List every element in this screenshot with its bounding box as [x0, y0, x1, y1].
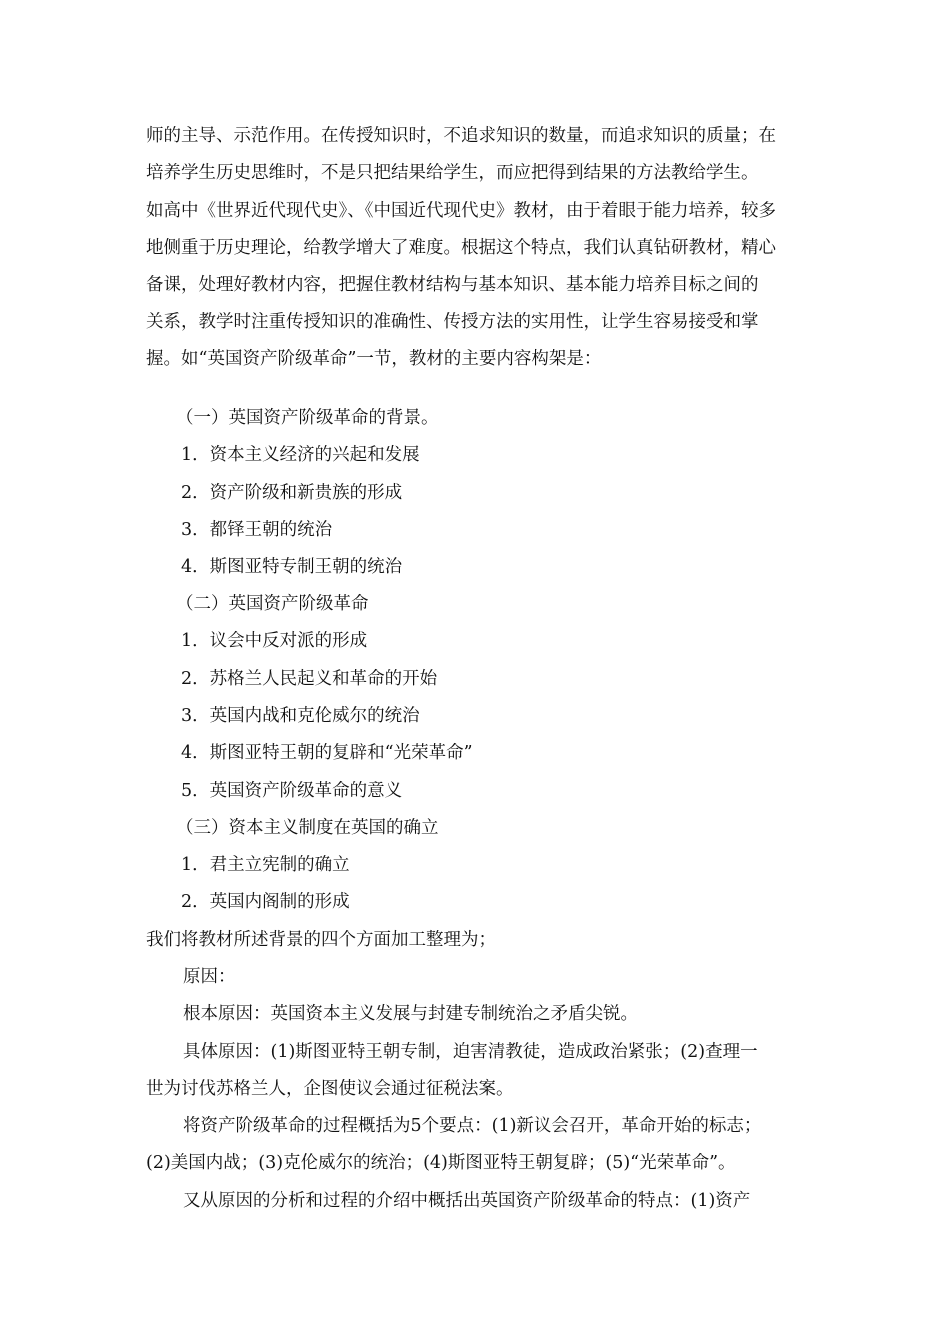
outline-item: 3．英国内战和克伦威尔的统治 — [181, 706, 420, 726]
outline-item: 4．斯图亚特王朝的复辟和“光荣革命” — [181, 743, 473, 763]
paragraph-line: 地侧重于历史理论，给教学增大了难度。根据这个特点，我们认真钻研教材，精心 — [146, 238, 776, 258]
outline-item: 1．议会中反对派的形成 — [181, 631, 368, 651]
outline-section-heading: （二）英国资产阶级革命 — [176, 594, 369, 614]
paragraph-line: 备课，处理好教材内容，把握住教材结构与基本知识、基本能力培养目标之间的 — [146, 275, 759, 295]
outline-item: 2．英国内阁制的形成 — [181, 892, 350, 912]
features-line: 又从原因的分析和过程的介绍中概括出英国资产阶级革命的特点：(1)资产 — [183, 1191, 751, 1211]
outline-item: 1．君主立宪制的确立 — [181, 855, 350, 875]
paragraph-line: 关系，教学时注重传授知识的准确性、传授方法的实用性，让学生容易接受和掌 — [146, 312, 759, 332]
summary-intro: 我们将教材所述背景的四个方面加工整理为； — [146, 930, 496, 950]
root-cause: 根本原因：英国资本主义发展与封建专制统治之矛盾尖锐。 — [183, 1004, 638, 1024]
paragraph-line: 培养学生历史思维时，不是只把结果给学生，而应把得到结果的方法教给学生。 — [146, 163, 759, 183]
outline-item: 2．资产阶级和新贵族的形成 — [181, 483, 403, 503]
specific-cause-line: 世为讨伐苏格兰人，企图使议会通过征税法案。 — [146, 1079, 514, 1099]
outline-section-heading: （三）资本主义制度在英国的确立 — [176, 818, 439, 838]
outline-item: 5．英国资产阶级革命的意义 — [181, 781, 403, 801]
outline-item: 3．都铎王朝的统治 — [181, 520, 333, 540]
process-line: (2)美国内战；(3)克伦威尔的统治；(4)斯图亚特王朝复辟；(5)“光荣革命”。 — [146, 1153, 736, 1173]
outline-item: 4．斯图亚特专制王朝的统治 — [181, 557, 403, 577]
outline-item: 2．苏格兰人民起义和革命的开始 — [181, 669, 438, 689]
paragraph-line: 如高中《世界近代现代史》、《中国近代现代史》教材，由于着眼于能力培养，较多 — [146, 201, 776, 221]
outline-section-heading: （一）英国资产阶级革命的背景。 — [176, 408, 439, 428]
paragraph-line: 握。如“英国资产阶级革命”一节，教材的主要内容构架是： — [146, 349, 602, 369]
specific-cause-line: 具体原因：(1)斯图亚特王朝专制，迫害清教徒，造成政治紧张；(2)查理一 — [183, 1042, 758, 1062]
cause-heading: 原因： — [183, 967, 236, 987]
paragraph-line: 师的主导、示范作用。在传授知识时，不追求知识的数量，而追求知识的质量；在 — [146, 126, 776, 146]
process-line: 将资产阶级革命的过程概括为5个要点：(1)新议会召开，革命开始的标志； — [183, 1116, 762, 1136]
outline-item: 1．资本主义经济的兴起和发展 — [181, 445, 420, 465]
